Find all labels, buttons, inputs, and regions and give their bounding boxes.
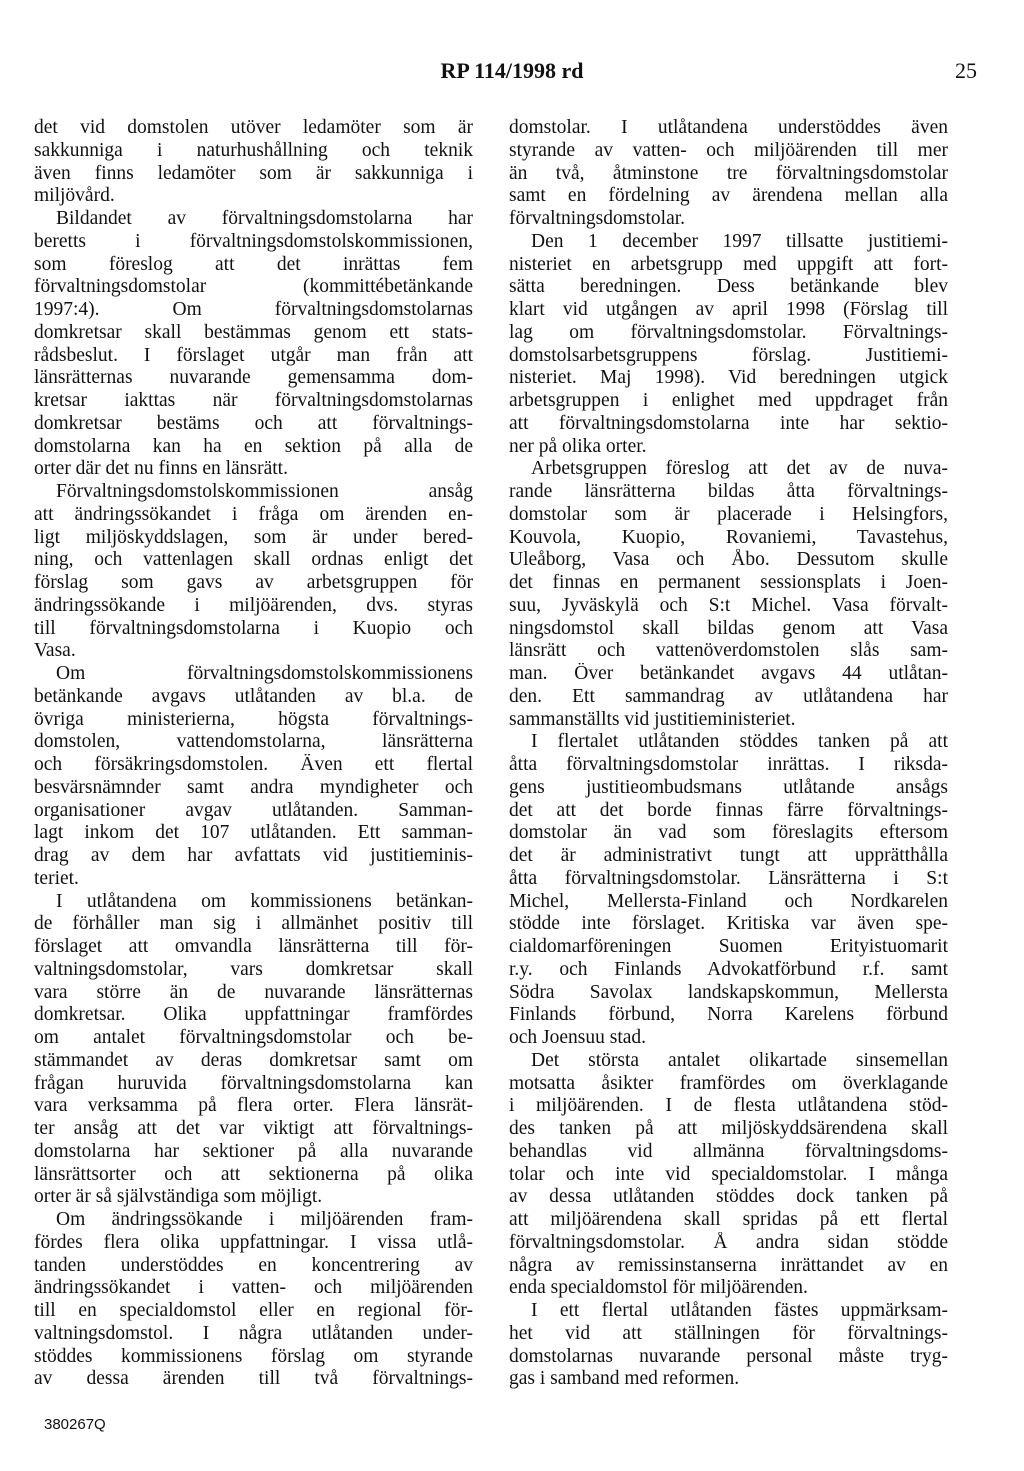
text-line: de förhåller man sig i allmänhet positiv till — [34, 913, 473, 935]
text-line: förslaget att omvandla länsrätterna till för- — [34, 936, 473, 957]
text-line: behandlas vid allmänna förvaltningsdoms- — [509, 1140, 948, 1162]
text-line: tanden understöddes en koncentrering av — [34, 1254, 473, 1276]
text-line: förvaltningsdomstolar (kommittébetänkande — [34, 276, 473, 298]
text-line: vara verksamma på flera orter. Flera länsrät- — [34, 1095, 473, 1117]
text-line: om antalet förvaltningsdomstolar och be- — [34, 1027, 473, 1048]
text-line: rande länsrätterna bildas åtta förvaltnings- — [509, 481, 948, 502]
text-line: cialdomarföreningen Suomen Erityistuomarit — [509, 936, 948, 957]
text-line: Bildandet av förvaltningsdomstolarna har — [56, 208, 473, 229]
text-line: att förvaltningsdomstolarna inte har sektio- — [509, 412, 948, 434]
text-line: än två, åtminstone tre förvaltningsdomstolar — [509, 162, 948, 184]
text-line: övriga ministerierna, högsta förvaltnings- — [34, 708, 473, 730]
text-line: domstolarna har sektioner på alla nuvarande — [34, 1140, 473, 1162]
text-line: Arbetsgruppen föreslog att det av de nuva- — [531, 458, 948, 480]
text-line: domstolar som är placerade i Helsingfors, — [509, 503, 948, 525]
text-line: ändringssökandet i vatten- och miljöärenden — [34, 1277, 473, 1299]
text-line: det är administrativt tungt att upprätthålla — [509, 845, 948, 866]
text-line: Den 1 december 1997 tillsatte justitiemi- — [531, 230, 948, 252]
text-line: orter där det nu finns en länsrätt. — [34, 458, 288, 480]
text-line: även finns ledamöter som är sakkunniga i — [34, 162, 473, 184]
text-line: att miljöärendena skall spridas på ett flertal — [509, 1209, 948, 1230]
text-line: ligt miljöskyddslagen, som är under bered- — [34, 526, 473, 548]
text-line: stöddes kommissionens förslag om styrande — [34, 1345, 473, 1367]
text-line: I ett flertal utlåtanden fästes uppmärksam- — [531, 1300, 948, 1321]
text-line: det att det borde finnas färre förvaltnings- — [509, 799, 948, 821]
text-line: ningsdomstol skall bildas genom att Vasa — [509, 617, 948, 639]
text-line: domstolsarbetsgruppens förslag. Justitiemi- — [509, 344, 948, 366]
text-line: suu, Jyväskylä och S:t Michel. Vasa förvalt- — [509, 594, 948, 616]
text-line: stödde inte förslaget. Kritiska var även spe- — [509, 913, 948, 935]
text-line: sakkunniga i naturhushållning och teknik — [34, 139, 473, 161]
text-line: domstolen, vattendomstolarna, länsrätterna — [34, 731, 473, 753]
text-line: Om ändringssökande i miljöärenden fram- — [56, 1209, 473, 1230]
text-line: teriet. — [34, 867, 79, 889]
text-line: stämmandet av deras domkretsar samt om — [34, 1049, 473, 1071]
text-line: fördes flera olika uppfattningar. I vissa utlå- — [34, 1231, 473, 1253]
text-line: valtningsdomstol. I några utlåtanden under- — [34, 1322, 473, 1344]
text-line: i miljöärenden. I de flesta utlåtandena stöd- — [509, 1095, 948, 1117]
text-line: rådsbeslut. I förslaget utgår man från att — [34, 344, 473, 366]
text-line: domstolar. I utlåtandena understöddes även — [509, 117, 948, 138]
text-line: länsrättsorter och att sektionerna på olika — [34, 1163, 473, 1185]
text-line: enda specialdomstol för miljöärenden. — [509, 1277, 808, 1299]
text-line: 1997:4). Om förvaltningsdomstolarnas — [34, 299, 473, 320]
right-text-column — [509, 117, 948, 1391]
text-line: sätta beredningen. Dess betänkande blev — [509, 276, 948, 298]
text-line: motsatta åsikter framfördes om överklagande — [509, 1072, 948, 1094]
text-line: vara större än de nuvarande länsrätternas — [34, 981, 473, 1003]
text-line: det vid domstolen utöver ledamöter som är — [34, 117, 473, 138]
text-line: kretsar iakttas när förvaltningsdomstolarnas — [34, 390, 473, 411]
text-line: betänkande avgavs utlåtanden av bl.a. de — [34, 685, 473, 707]
text-line: frågan huruvida förvaltningsdomstolarna kan — [34, 1072, 473, 1094]
text-line: arbetsgruppen i enlighet med uppdraget från — [509, 390, 948, 411]
text-line: gens justitieombudsmans utlåtande ansågs — [509, 776, 948, 798]
text-line: nisteriet. Maj 1998). Vid beredningen utgick — [509, 367, 948, 389]
text-line: och försäkringsdomstolen. Även ett flertal — [34, 754, 473, 775]
text-line: det finnas en permanent sessionsplats i Joen- — [509, 572, 948, 593]
text-line: ändringssökande i miljöärenden, dvs. styras — [34, 594, 473, 616]
text-line: några av remissinstanserna inrättandet av en — [509, 1254, 948, 1276]
text-line: Om förvaltningsdomstolskommissionens — [56, 663, 473, 684]
text-line: orter är så självständiga som möjligt. — [34, 1186, 323, 1208]
text-line: beretts i förvaltningsdomstolskommissionen, — [34, 230, 473, 252]
text-line: tolar och inte vid specialdomstolar. I många — [509, 1163, 948, 1185]
text-line: förvaltningsdomstolar. — [509, 208, 686, 229]
text-line: ter ansåg att det var viktigt att förvaltnings- — [34, 1118, 473, 1139]
text-line: drag av dem har avfattats vid justitieminis- — [34, 845, 473, 866]
text-line: av dessa ärenden till två förvaltnings- — [34, 1368, 473, 1390]
text-line: ning, och vattenlagen skall ordnas enligt det — [34, 549, 473, 571]
text-line: som föreslog att det inrättas fem — [34, 253, 473, 275]
text-line: domkretsar. Olika uppfattningar framfördes — [34, 1004, 473, 1026]
text-line: domkretsar bestäms och att förvaltnings- — [34, 412, 473, 434]
text-line: man. Över betänkandet avgavs 44 utlåtan- — [509, 663, 948, 684]
text-line: I utlåtandena om kommissionens betänkan- — [56, 890, 473, 912]
text-line: Michel, Mellersta-Finland och Nordkarelen — [509, 890, 948, 912]
text-line: organisationer avgav utlåtanden. Samman- — [34, 799, 473, 821]
text-line: att ändringssökandet i fråga om ärenden en- — [34, 503, 473, 525]
text-line: länsrätternas nuvarande gemensamma dom- — [34, 367, 473, 389]
text-line: åtta förvaltningsdomstolar inrättas. I riksda- — [509, 754, 948, 775]
text-line: förslag som gavs av arbetsgruppen för — [34, 572, 473, 593]
text-line: samt en fördelning av ärendena mellan alla — [509, 185, 948, 207]
text-line: domkretsar skall bestämmas genom ett stats- — [34, 321, 473, 343]
text-line: styrande av vatten- och miljöärenden till mer — [509, 139, 948, 161]
text-line: Vasa. — [34, 640, 76, 662]
text-line: till en specialdomstol eller en regional för- — [34, 1300, 473, 1321]
text-line: förvaltningsdomstolar. Å andra sidan stödde — [509, 1231, 948, 1253]
text-line: till förvaltningsdomstolarna i Kuopio och — [34, 617, 473, 639]
text-line: klart vid utgången av april 1998 (Förslag till — [509, 299, 948, 320]
text-line: Uleåborg, Vasa och Åbo. Dessutom skulle — [509, 549, 948, 571]
text-line: den. Ett sammandrag av utlåtandena har — [509, 685, 948, 707]
text-line: I flertalet utlåtanden stöddes tanken på att — [531, 731, 948, 753]
text-line: het vid att ställningen för förvaltnings- — [509, 1322, 948, 1344]
text-line: ner på olika orter. — [509, 435, 647, 457]
text-line: lag om förvaltningsdomstolar. Förvaltnings- — [509, 321, 948, 343]
text-line: av dessa utlåtanden stöddes dock tanken på — [509, 1186, 948, 1208]
text-line: gas i samband med reformen. — [509, 1368, 740, 1390]
text-line: Det största antalet olikartade sinsemellan — [531, 1049, 948, 1071]
text-line: des tanken på att miljöskyddsärendena skall — [509, 1118, 948, 1139]
text-line: Södra Savolax landskapskommun, Mellersta — [509, 981, 948, 1003]
text-line: sammanställts vid justitieministeriet. — [509, 708, 796, 730]
text-line: valtningsdomstolar, vars domkretsar skall — [34, 958, 473, 980]
text-line: lagt inkom det 107 utlåtanden. Ett samman- — [34, 822, 473, 844]
document-title: RP 114/1998 rd — [440, 58, 584, 83]
text-line: domstolarnas nuvarande personal måste tryg- — [509, 1345, 948, 1367]
text-line: länsrätt och vattenöverdomstolen slås sam- — [509, 640, 948, 662]
text-line: nisteriet en arbetsgrupp med uppgift att fort- — [509, 253, 948, 275]
text-line: Förvaltningsdomstolskommissionen ansåg — [56, 481, 473, 502]
document-code: 380267Q — [44, 1416, 106, 1433]
text-line: och Joensuu stad. — [509, 1027, 647, 1048]
text-line: domstolarna kan ha en sektion på alla de — [34, 435, 473, 457]
left-text-column — [34, 117, 473, 1391]
text-line: domstolar än vad som föreslagits eftersom — [509, 822, 948, 844]
text-line: miljövård. — [34, 185, 115, 207]
text-line: Finlands förbund, Norra Karelens förbund — [509, 1004, 948, 1026]
text-line: besvärsnämnder samt andra myndigheter och — [34, 776, 473, 798]
page-number: 25 — [955, 58, 977, 83]
text-line: åtta förvaltningsdomstolar. Länsrätterna i S:t — [509, 867, 948, 889]
text-line: Kouvola, Kuopio, Rovaniemi, Tavastehus, — [509, 526, 948, 548]
text-line: r.y. och Finlands Advokatförbund r.f. samt — [509, 958, 948, 980]
